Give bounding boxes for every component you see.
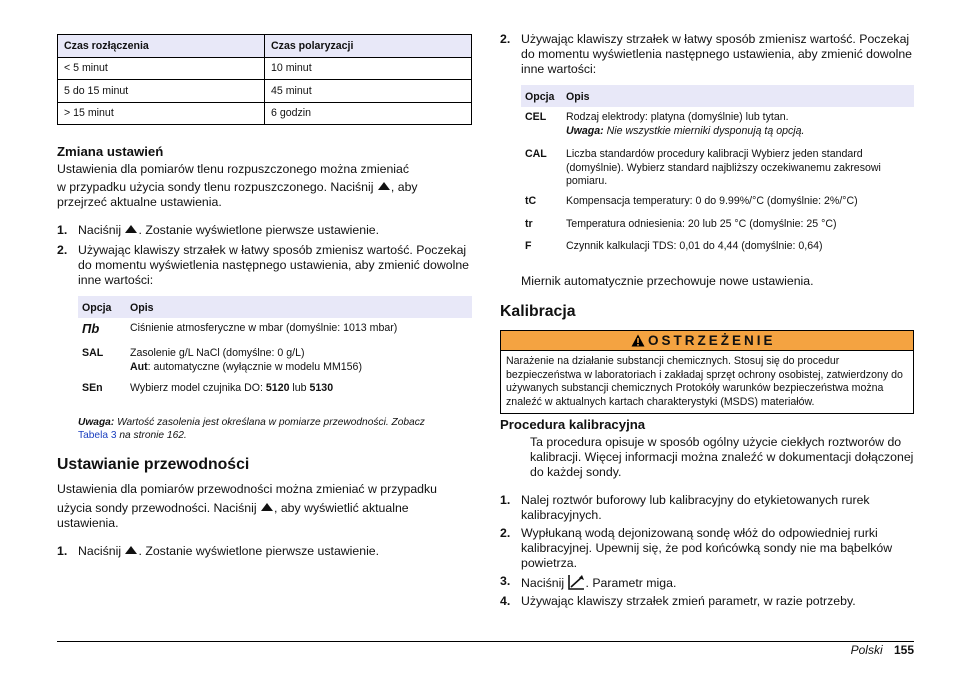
- table-header-cell: Czas polaryzacji: [265, 35, 472, 58]
- step-number: 2.: [500, 526, 511, 540]
- option-desc: [566, 111, 910, 138]
- table-cell: 6 godzin: [265, 102, 472, 125]
- option-desc: Kompensacja temperatury: 0 do 9.99%/°C (domyślnie: 2%/°C): [566, 195, 858, 207]
- text-span: Wybierz model czujnika DO:: [130, 382, 266, 394]
- calibration-key-icon: [567, 574, 585, 590]
- text-line: ustawienia.: [57, 516, 119, 530]
- text-line: Ustawienia dla pomiarów przewodności można zmieniać w przypadku: [57, 482, 438, 496]
- text-span: . Parametr miga.: [585, 576, 677, 590]
- text-line: Ustawienia dla pomiarów tlenu rozpuszczonego można zmieniać: [57, 162, 410, 176]
- text-span: lub: [289, 382, 310, 394]
- table-cell: 5 do 15 minut: [58, 80, 265, 103]
- option-key: F: [525, 240, 532, 252]
- note-label: Uwaga:: [566, 124, 604, 137]
- text-line: [57, 180, 472, 195]
- text-span: . Zostanie wyświetlone pierwsze ustawienie.: [138, 544, 380, 558]
- text-span: w przypadku użycia sondy tlenu rozpuszczonego. Naciśnij: [57, 180, 374, 194]
- procedure-intro: Ta procedura opisuje w sposób ogólny użycie ciekłych roztworów do kalibracji. Więcej informacji można znaleźć w dokumentacji dołączonej do każdej sondy.: [530, 435, 914, 479]
- settings-saved-text: Miernik automatycznie przechowuje nowe ustawienia.: [521, 274, 814, 288]
- text-line: Rodzaj elektrody: platyna (domyślnie) lub tytan.: [566, 111, 789, 123]
- option-desc: [130, 347, 468, 374]
- note-label: Uwaga:: [78, 417, 115, 428]
- do-options-table: [57, 296, 472, 406]
- text-line: przejrzeć aktualne ustawienia.: [57, 195, 222, 209]
- step-text: Wypłukaną wodą dejonizowaną sondę włóż do odpowiedniej rurki kalibracyjnej. Upewnij się, że pod końcówką sondy nie ma bąbelków powietrza.: [521, 526, 893, 570]
- table-row: [58, 80, 472, 103]
- text-line: Zasolenie g/L NaCl (domyślne: 0 g/L): [130, 347, 305, 359]
- option-desc: [130, 382, 468, 396]
- option-desc: Czynnik kalkulacji TDS: 0,01 do 4,44 (domyślnie: 0,64): [566, 240, 823, 252]
- text-span: Naciśnij: [521, 576, 565, 590]
- section-heading-kalibracja: Kalibracja: [500, 303, 576, 320]
- table-cell: 45 minut: [265, 80, 472, 103]
- up-arrow-key-icon: [125, 225, 137, 233]
- page-footer: [851, 643, 914, 657]
- warning-triangle-icon: [631, 334, 645, 347]
- warning-body: Narażenie na działanie substancji chemicznych. Stosuj się do procedur bezpieczeństwa w laboratoriach i zakładaj sprzęt ochrony osobistej, zatwierdzony do używanych substancji chemicznych Protokóły warunków bezpieczeństwa można znaleźć w aktualnych kartach charakterystyki (MSDS) materiałów.: [500, 351, 914, 414]
- text-span: Wartość zasolenia jest określana w pomiarze przewodności. Zobacz: [114, 417, 425, 428]
- text-span: . Zostanie wyświetlone pierwsze ustawienie.: [138, 223, 380, 237]
- option-key: CEL: [525, 111, 547, 123]
- options-header: [521, 85, 914, 107]
- footer-divider: [57, 641, 914, 642]
- text-span: na stronie 162.: [116, 430, 187, 441]
- text-span: Naciśnij: [78, 223, 122, 237]
- option-key: tr: [525, 218, 533, 230]
- text-span: : automatyczne (wyłącznie w modelu MM156): [147, 360, 362, 373]
- footer-language: Polski: [850, 643, 883, 657]
- table-row: [58, 57, 472, 80]
- polarization-table: [57, 34, 472, 125]
- text-line: [566, 125, 910, 139]
- step-number: 1.: [57, 223, 68, 237]
- text-span: , aby: [390, 180, 418, 194]
- options-header: [78, 296, 472, 318]
- salinity-note: [78, 416, 478, 442]
- step-text: Używając klawiszy strzałek w łatwy sposób zmienisz wartość. Poczekaj do momentu wyświetlenia następnego ustawienia, aby zmienić dowolne inne wartości:: [78, 243, 469, 287]
- section-heading-zmiana: Zmiana ustawień: [57, 144, 164, 159]
- up-arrow-key-icon: [261, 503, 273, 511]
- text-span: Nie wszystkie mierniki dysponują tą opcją.: [603, 124, 805, 137]
- table-cell: > 15 minut: [58, 102, 265, 125]
- text-span: 5130: [309, 382, 334, 394]
- step-number: 2.: [500, 32, 511, 46]
- section-heading-procedura: Procedura kalibracyjna: [500, 417, 646, 432]
- text-span: Naciśnij: [78, 544, 122, 558]
- text-span: użycia sondy przewodności. Naciśnij: [57, 501, 257, 515]
- option-key: SAL: [82, 347, 104, 359]
- step-number: 2.: [57, 243, 68, 257]
- table-cell: < 5 minut: [58, 57, 265, 80]
- conductivity-options-table: [500, 85, 914, 260]
- step-number: 1.: [500, 493, 511, 507]
- up-arrow-key-icon: [125, 546, 137, 554]
- options-header-desc: Opis: [130, 302, 154, 314]
- step-text: [78, 223, 472, 238]
- option-desc: Liczba standardów procedury kalibracji Wybierz jeden standard (domyślnie). Wybierz standard najbliższy oczekiwanemu zakresowi pomiaru.: [566, 148, 881, 187]
- option-key: tC: [525, 195, 537, 207]
- section-heading-przewodnosc: Ustawianie przewodności: [57, 456, 250, 473]
- warning-title: OSTRZEŻENIE: [648, 333, 776, 348]
- text-span: , aby wyświetlić aktualne: [274, 501, 409, 515]
- step-text: [78, 544, 472, 559]
- text-line: [130, 361, 468, 375]
- option-desc: Ciśnienie atmosferyczne w mbar (domyślnie: 1013 mbar): [130, 322, 398, 334]
- pressure-option-symbol: Пb: [82, 321, 100, 336]
- przew-intro: [57, 482, 472, 531]
- table-header-cell: Czas rozłączenia: [58, 35, 265, 58]
- step-text: [521, 574, 914, 591]
- option-key: SEn: [82, 382, 103, 394]
- table-row: [58, 102, 472, 125]
- page-number: 155: [893, 643, 914, 657]
- zmiana-intro: [57, 162, 472, 210]
- table-cell: 10 minut: [265, 57, 472, 80]
- table-3-link[interactable]: Tabela 3: [78, 430, 117, 441]
- step-text: Używając klawiszy strzałek zmień parametr, w razie potrzeby.: [521, 594, 856, 608]
- option-key: CAL: [525, 148, 547, 160]
- step-number: 1.: [57, 544, 68, 558]
- step-number: 4.: [500, 594, 511, 608]
- options-header-key: Opcja: [525, 91, 555, 103]
- warning-header: [500, 330, 914, 351]
- step-text: Używając klawiszy strzałek w łatwy sposób zmienisz wartość. Poczekaj do momentu wyświetlenia następnego ustawienia, aby zmienić dowolne inne wartości:: [521, 32, 912, 76]
- option-desc: Temperatura odniesienia: 20 lub 25 °C (domyślnie: 25 °C): [566, 218, 837, 230]
- options-header-key: Opcja: [82, 302, 112, 314]
- up-arrow-key-icon: [378, 182, 390, 190]
- text-span: Aut: [130, 360, 148, 373]
- text-line: [57, 501, 472, 516]
- options-header-desc: Opis: [566, 91, 590, 103]
- table-header-row: [58, 35, 472, 58]
- step-number: 3.: [500, 574, 511, 588]
- step-text: Nalej roztwór buforowy lub kalibracyjny do etykietowanych rurek kalibracyjnych.: [521, 493, 870, 522]
- text-span: 5120: [265, 382, 290, 394]
